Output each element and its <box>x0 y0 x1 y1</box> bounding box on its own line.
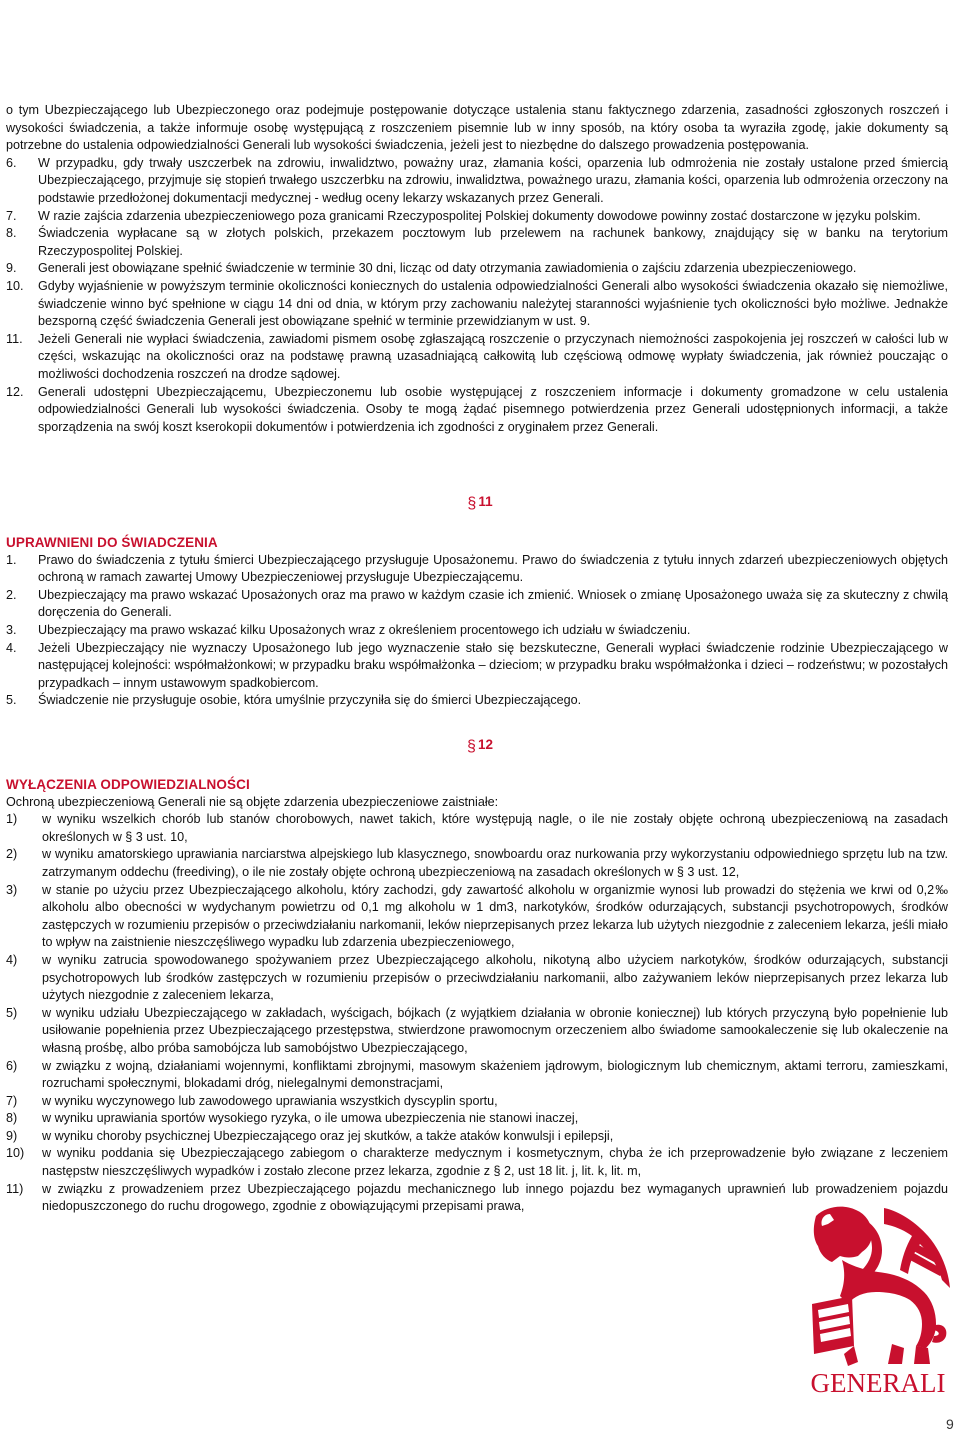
list-item-number: 5) <box>6 1005 18 1020</box>
intro-paragraph: o tym Ubezpieczającego lub Ubezpieczonego oraz podejmuje postępowanie dotyczące ustalenia stanu faktycznego zdarzenia, zasadności zgłoszonych roszczeń i wysokości świadczenia, a także informuje osobę występującą z roszczeniem pisemnie lub w inny sposób, na który osoba ta wyraziła zgodę, jakie dokumenty są potrzebne do ustalenia odpowiedzialności Generali lub wysokości świadczenia, jeżeli jest to niezbędne do dalszego prowadzenia postępowania. <box>6 103 948 153</box>
list-item-text: Jeżeli Generali nie wypłaci świadczenia, zawiadomi pismem osobę zgłaszającą roszczenie o przyczynach niemożności zaspokojenia jej roszczeń w całości lub w części, wskazując na okoliczności oraz na podstawę prawną uzasadniającą całkowitą lub częściową odmowę wypłaty świadczenia, jak również pouczając o możliwości dochodzenia roszczeń na drodze sądowej. <box>38 331 948 381</box>
list-item <box>6 622 948 640</box>
list-item <box>6 384 948 437</box>
list-item <box>6 1093 948 1111</box>
list-item-text: w wyniku wszelkich chorób lub stanów chorobowych, nawet takich, które występują nagle, o ile nie zostały objęte ochroną ubezpieczeniową na zasadach określonych w § 3 ust. 10, <box>42 812 948 844</box>
list-item-number: 5. <box>6 693 17 708</box>
section-sign: § <box>467 495 477 512</box>
list-item-text: Świadczenie nie przysługuje osobie, która umyślnie przyczyniła się do śmierci Ubezpieczającego. <box>38 693 582 708</box>
list-item-number: 3. <box>6 622 17 637</box>
beneficiaries-section <box>6 534 948 710</box>
list-item <box>6 331 948 384</box>
generali-logo <box>792 1196 952 1406</box>
list-item-number: 7) <box>6 1093 18 1108</box>
list-item <box>6 225 948 260</box>
list-item-number: 10. <box>6 278 24 293</box>
section-heading: UPRAWNIENI DO ŚWIADCZENIA <box>6 535 218 550</box>
list-item-number: 6) <box>6 1058 18 1073</box>
list-item-text: w wyniku wyczynowego lub zawodowego uprawiania wszystkich dyscyplin sportu, <box>42 1093 498 1108</box>
list-item-text: Jeżeli Ubezpieczający nie wyznaczy Uposażonego lub jego wyznaczenie stało się bezskuteczne, Generali wypłaci świadczenie rodzinie Ubezpieczającego w następującej kolejności: współmałżonkowi; w przypadku braku współmałżonka – dzieciom; w przypadku braku współmałżonka i dzieci – rodzeństwu; w pozostałych przypadkach – innym ustawowym spadkobiercom. <box>38 640 948 690</box>
list-item-text: Ubezpieczający ma prawo wskazać kilku Uposażonych wraz z określeniem procentowego ich udziału w świadczeniu. <box>38 622 691 637</box>
list-item-number: 4) <box>6 952 18 967</box>
list-item-text: Gdyby wyjaśnienie w powyższym terminie okoliczności koniecznych do ustalenia odpowiedzialności Generali albo wysokości świadczenia okazało się niemożliwe, świadczenie winno być spełnione w ciągu 14 dni od dnia, w którym przy zachowaniu należytej staranności wyjaśnienie tych okoliczności było możliwe. Jednakże bezsporną część świadczenia Generali jest obowiązane spełnić w terminie przewidzianym w ust. 9. <box>38 278 948 329</box>
list-item-text: w związku z prowadzeniem przez Ubezpieczającego pojazdu mechanicznego lub innego pojazdu bez wymaganych uprawnień lub prowadzeniem pojazdu niedopuszczonego do ruchu drogowego, zgodnie z obowiązującymi przepisami prawa, <box>42 1181 948 1214</box>
list-item <box>6 811 948 846</box>
exclusions-intro: Ochroną ubezpieczeniową Generali nie są objęte zdarzenia ubezpieczeniowe zaistniałe: <box>6 794 499 809</box>
list-item-number: 9) <box>6 1128 18 1143</box>
section-12-mark <box>0 737 960 756</box>
claims-procedure-list <box>6 155 948 437</box>
list-item <box>6 1058 948 1093</box>
list-item <box>6 1110 948 1128</box>
list-item-text: w wyniku amatorskiego uprawiania narciarstwa alpejskiego lub klasycznego, snowboardu oraz nurkowania przy wykorzystaniu odpowiedniego sprzętu lub na tzw. zatrzymanym oddechu (freediving), o ile nie zostały objęte ochroną ubezpieczeniową na zasadach określonych w § 3 ust. 12, <box>42 847 948 879</box>
list-item-text: Prawo do świadczenia z tytułu śmierci Ubezpieczającego przysługuje Uposażonemu. Prawo do świadczenia z tytułu innych zdarzeń ubezpieczeniowych objętych ochroną w ramach zawartej Umowy Ubezpieczeniowej przysługuje Ubezpieczającemu. <box>38 552 948 585</box>
list-item-number: 1) <box>6 812 18 827</box>
list-item <box>6 846 948 881</box>
list-item-number: 11) <box>6 1181 24 1196</box>
list-item-number: 12. <box>6 384 24 399</box>
list-item-text: Generali jest obowiązane spełnić świadczenie w terminie 30 dni, licząc od daty otrzymania zawiadomienia o zajściu zdarzenia ubezpieczeniowego. <box>38 261 857 276</box>
page-number: 9 <box>946 1416 954 1432</box>
list-item <box>6 208 948 226</box>
exclusions-section <box>6 776 948 1216</box>
list-item <box>6 882 948 952</box>
list-item-text: Świadczenia wypłacane są w złotych polskich, przekazem pocztowym lub przelewem na rachunek bankowy, znajdujący się w banku na terytorium Rzeczypospolitej Polskiej. <box>38 226 948 258</box>
list-item-number: 2) <box>6 847 18 862</box>
list-item <box>6 952 948 1005</box>
list-item <box>6 278 948 331</box>
list-item <box>6 692 948 710</box>
list-item-number: 8) <box>6 1111 18 1126</box>
list-item-text: w związku z wojną, działaniami wojennymi, konfliktami zbrojnymi, masowym skażeniem jądrowym, biologicznym lub chemicznym, aktami terroru, zamieszkami, rozruchami społecznymi, blokadami dróg, nielegalnymi demonstracjami, <box>42 1058 948 1091</box>
list-item <box>6 1145 948 1180</box>
list-item <box>6 260 948 278</box>
list-item-number: 4. <box>6 640 17 655</box>
list-item-text: w wyniku uprawiania sportów wysokiego ryzyka, o ile umowa ubezpieczenia nie stanowi inaczej, <box>42 1111 579 1126</box>
list-item-number: 2. <box>6 587 17 602</box>
list-item-text: w wyniku choroby psychicznej Ubezpieczającego oraz jej skutków, a także ataków konwulsji i epilepsji, <box>42 1128 614 1143</box>
list-item <box>6 552 948 587</box>
list-item-number: 9. <box>6 261 17 276</box>
list-item-number: 8. <box>6 226 17 241</box>
beneficiaries-list <box>6 552 948 710</box>
list-item-number: 1. <box>6 552 17 567</box>
section-sign: § <box>467 738 476 755</box>
list-item-number: 7. <box>6 208 17 223</box>
section-heading: WYŁĄCZENIA ODPOWIEDZIALNOŚCI <box>6 777 250 792</box>
logo-wordmark: GENERALI <box>810 1368 946 1398</box>
list-item-text: Ubezpieczający ma prawo wskazać Uposażonych oraz ma prawo w każdym czasie ich zmienić. Wniosek o zmianę Uposażonego uważa się za skuteczny z chwilą doręczenia do Generali. <box>38 587 948 620</box>
list-item-number: 3) <box>6 882 18 897</box>
list-item-text: W razie zajścia zdarzenia ubezpieczeniowego poza granicami Rzeczypospolitej Polskiej dokumenty dowodowe powinny zostać dostarczone w języku polskim. <box>38 208 921 223</box>
list-item-text: w wyniku poddania się Ubezpieczającego zabiegom o charakterze medycznym i kosmetycznym, chyba że ich przeprowadzenie było związane z leczeniem następstw nieszczęśliwych wypadków i zostało zlecone przez lekarza, zgodnie z § 2, ust 18 lit. j, lit. k, lit. m, <box>42 1146 948 1179</box>
list-item-text: w stanie po użyciu przez Ubezpieczającego alkoholu, który zachodzi, gdy zawartość alkoholu w organizmie wynosi lub prowadzi do stężenia we krwi od 0,2‰ alkoholu albo obecności w wydychanym powietrzu od 0,1 mg alkoholu w 1 dm3, narkotyków, środków odurzających, substancji psychotropowych, środków zastępczych w rozumieniu przepisów o przeciwdziałaniu narkomanii, leków nieprzepisanych przez lekarza lub użytych niezgodnie z zaleceniem lekarza, jeśli miało to wpływ na zaistnienie nieszczęśliwego wypadku lub zdarzenia ubezpieczeniowego, <box>42 882 948 950</box>
section-11-mark <box>0 494 960 513</box>
list-item <box>6 1128 948 1146</box>
list-item <box>6 1005 948 1058</box>
list-item-text: w wyniku zatrucia spowodowanego spożywaniem przez Ubezpieczającego alkoholu, nikotyną albo użyciem narkotyków, środków odurzających, substancji psychotropowych lub środków zastępczych w rozumieniu przepisów o przeciwdziałaniu narkomanii, albo zażywaniem leków nieprzepisanych przez lekarza lub użytych niezgodnie z zaleceniem lekarza, <box>42 952 948 1003</box>
list-item <box>6 155 948 208</box>
list-item-text: W przypadku, gdy trwały uszczerbek na zdrowiu, inwalidztwo, poważny uraz, złamania kości, oparzenia lub odmrożenia nie zostały ustalone przed śmiercią Ubezpieczającego, przyjmuje się stopień trwałego uszczerbku na zdrowiu, inwalidztwa, poważnego urazu, złamania kości, oparzenia lub odmrożenia orzeczony na podstawie przedłożonej dokumentacji medycznej - według oceny lekarzy wskazanych przez Generali. <box>38 155 948 205</box>
section-number: 12 <box>477 737 493 752</box>
list-item-text: Generali udostępni Ubezpieczającemu, Ubezpieczonemu lub osobie występującej z roszczeniem informacje i dokumenty gromadzone w celu ustalenia odpowiedzialności Generali lub wysokości świadczenia. Osoby te mogą żądać pisemnego potwierdzenia przez Generali udostępnionych informacji, a także sporządzenia na swój koszt kserokopii dokumentów i potwierdzenia ich zgodności z oryginałem przez Generali. <box>38 384 948 434</box>
claims-procedure-block <box>6 102 948 436</box>
list-item-number: 11. <box>6 331 23 346</box>
list-item-number: 6. <box>6 155 17 170</box>
list-item-number: 10) <box>6 1146 25 1161</box>
section-number: 11 <box>478 494 493 509</box>
list-item-text: w wyniku udziału Ubezpieczającego w zakładach, wyścigach, bójkach (z wyjątkiem działania w obronie koniecznej) lub których przyczyną było popełnienie lub usiłowanie popełnienia przez Ubezpieczającego przestępstwa, stwierdzone prawomocnym orzeczeniem albo świadome samookaleczenie się lub okaleczenie na własną prośbę, albo próba samobójcza lub samobójstwo Ubezpieczającego, <box>42 1005 948 1055</box>
list-item <box>6 587 948 622</box>
exclusions-list <box>6 811 948 1216</box>
list-item <box>6 640 948 693</box>
